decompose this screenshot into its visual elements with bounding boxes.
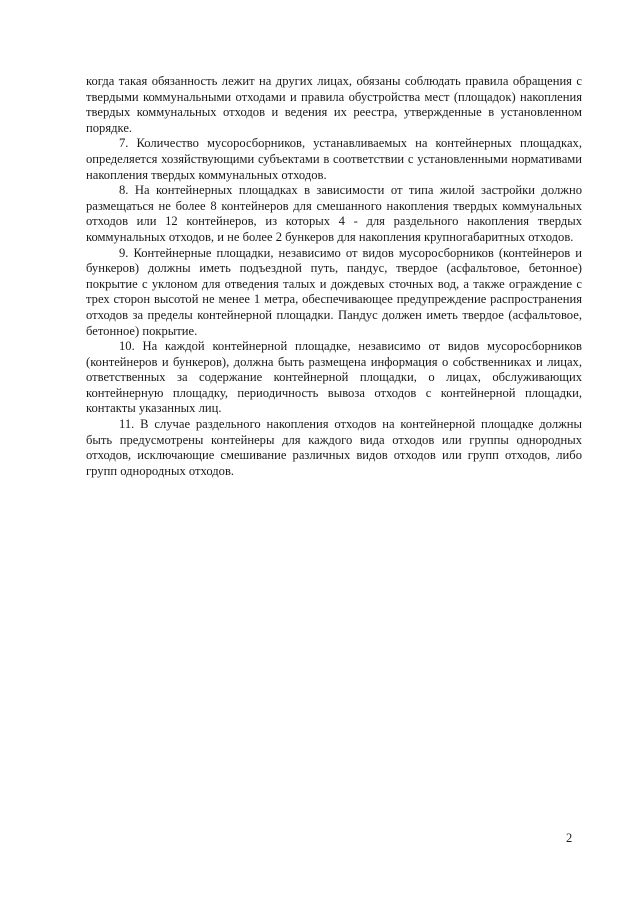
paragraph-item-9: 9. Контейнерные площадки, независимо от видов мусоросборников (контейнеров и бункеров) должны иметь подъездной путь, пандус, твердое (асфальтовое, бетонное) покрытие с уклоном для отведения талых и дождевых сточных вод, а также ограждение с трех сторон высотой не менее 1 метра, обеспечивающее предупреждение распространения отходов за пределы контейнерной площадки. Пандус должен иметь твердое (асфальтовое, бетонное) покрытие.: [86, 245, 582, 338]
page-number: 2: [566, 831, 573, 845]
paragraph-item-11: 11. В случае раздельного накопления отходов на контейнерной площадке должны быть предусмотрены контейнеры для каждого вида отходов или группы однородных отходов, исключающие смешивание различных видов отходов или групп отходов, либо групп однородных отходов.: [86, 417, 582, 478]
paragraph-item-8: 8. На контейнерных площадках в зависимости от типа жилой застройки должно размещаться не более 8 контейнеров для смешанного накопления твердых коммунальных отходов или 12 контейнеров, из которых 4 - для раздельного накопления твердых коммунальных отходов, и не более 2 бункеров для накопления крупногабаритных отходов.: [86, 183, 582, 244]
document-body: [86, 74, 582, 479]
paragraph-item-10: 10. На каждой контейнерной площадке, независимо от видов мусоросборников (контейнеров и бункеров), должна быть размещена информация о собственниках и лицах, ответственных за содержание контейнерной площадки, о лицах, обслуживающих контейнерную площадку, периодичность вывоза отходов с контейнерной площадки, контакты указанных лиц.: [86, 339, 582, 416]
paragraph-continuation: когда такая обязанность лежит на других лицах, обязаны соблюдать правила обращения с твердыми коммунальными отходами и правила обустройства мест (площадок) накопления твердых коммунальных отходов и ведения их реестра, утвержденные в установленном порядке.: [86, 74, 582, 135]
paragraph-item-7: 7. Количество мусоросборников, устанавливаемых на контейнерных площадках, определяется хозяйствующими субъектами в соответствии с установленными нормативами накопления твердых коммунальных отходов.: [86, 136, 582, 182]
